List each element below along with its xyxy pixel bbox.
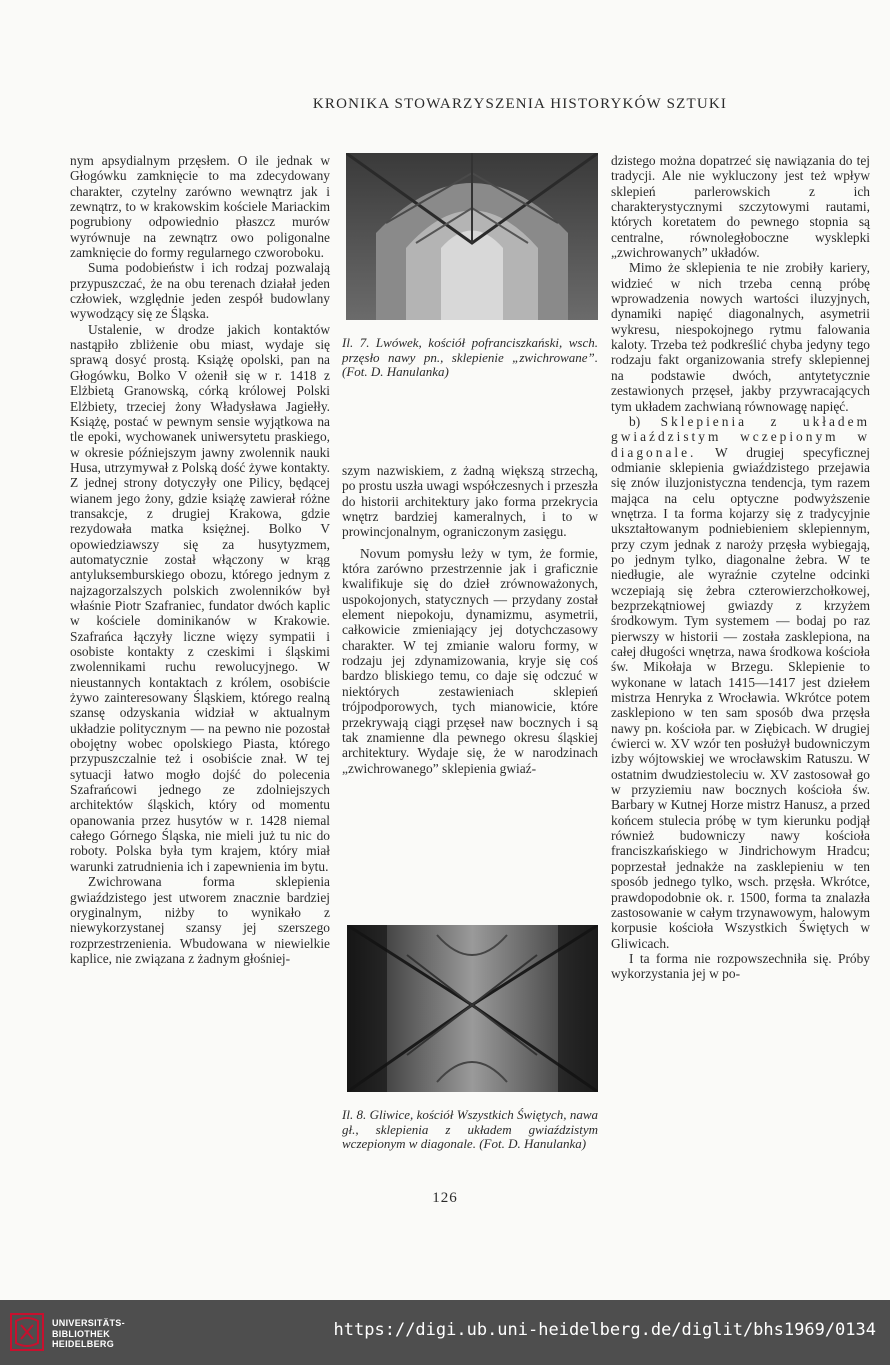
library-name: UNIVERSITÄTS- BIBLIOTHEK HEIDELBERG [52,1318,125,1349]
figure-7-caption: Il. 7. Lwówek, kościół pofranciszkański, wsch. przęsło nawy pn., sklepienie „zwichrowane”. (Fot. D. Hanulanka) [342,335,598,379]
paragraph: Zwichrowana forma sklepienia gwiaździstego jest utworem znacznie bardziej oryginalnym, niżby to wynikało z niewykorzystanej szansy jej szerszego rozprzestrzenienia. Wbudowana w niewielkie kaplice, nie związana z żadnym głośniej- [70,874,330,966]
figure-8-caption: Il. 8. Gliwice, kościół Wszystkich Świętych, nawa gł., sklepienia z układem gwiaździstym wczepionym w diagonale. (Fot. D. Hanulanka) [342,1107,598,1151]
footer-bar [0,1300,890,1365]
paragraph: Mimo że sklepienia te nie zrobiły kariery, widzieć w nich trzeba cenną próbę wprowadzenia nowych wartości iluzyjnych, dynamiki napięć diagonalnych, asymetrii wykresu, niespokojnego rytmu falowania kaloty. Trzeba też podkreślić chyba jedyny tego rodzaju fakt organizowania strefy sklepiennej na podstawie dwóch, antytetycznie zestawionych przęseł, jakby przywracających tym układem zachwianą równowagę napięć. [611,260,870,414]
section-heading-spaced: Sklepienia z układem gwiaździstym wczepionym w diagonale. [611,413,870,460]
text-column-middle [342,463,598,776]
page-number: 126 [432,1190,458,1206]
running-header: KRONIKA STOWARZYSZENIA HISTORYKÓW SZTUKI [312,96,728,112]
paragraph: I ta forma nie rozpowszechniła się. Próby wykorzystania jej w po- [611,950,870,982]
figure-8-photo [347,925,598,1092]
paragraph-text: W drugiej specyficznej odmianie sklepienia gwiaździstego przejawia się znów iluzjonistyczna tendencja, tym razem mająca na celu optyczne podwyższenie wnętrza. I ta forma kojarzy się z tradycyjnie ukształtowanym podniebieniem sklepiennym, przy czym jednak z naroży przęsła wybiegają, po jednym tylko, diagonalne żebra. W te niedługie, ale wyraźnie czytelne odcinki wczepiają się żebra czterowierzchołkowej, bezprzekątniowej gwiazdy z krzyżem środkowym. Tym systemem — bodaj po raz pierwszy w historii — została zasklepiona, na całej długości wnętrza, nawa środkowa kościoła św. Mikołaja w Brzegu. Sklepienie to wykonane w latach 1415—1417 jest dziełem mistrza Henryka z Wrocławia. Wkrótce potem zasklepiono w ten sam sposób dwa przęsła nawy pn. kościoła par. w Ziębicach. W drugiej ćwierci w. XV wzór ten posłużył budowniczym izby wójtowskiej we wrocławskim Ratuszu. W ostatnim dwudziestoleciu w. XV zastosował go w przyziemiu naw bocznych kościoła św. Barbary w Kutnej Horze mistrz Hanusz, a przed końcem stulecia próbę w tym kierunku podjął również budowniczy nawy kościoła franciszkańskiego w Jindrichowym Hradcu; poprzestał jednakże na zasklepieniu w ten sposób jednego tylko, wsch. przęsła. Wkrótce, prawdopodobnie ok. r. 1500, forma ta znalazła zastosowanie w całym trzynawowym, halowym korpusie kościoła Wszystkich Świętych w Gliwicach. [611,444,870,951]
text-column-left [70,153,330,966]
list-label: b) [629,413,641,429]
paragraph: nym apsydialnym przęsłem. O ile jednak w Głogówku zamknięcie to ma zdecydowany charakter, czytelny zarówno wewnątrz jak i zewnątrz, to w krakowskim kościele Mariackim pogrubiony odpowiednio płaszcz murów wyrównuje na zewnątrz owo poligonalne zamknięcie do formy regularnego czworoboku. [70,153,330,261]
paragraph: szym nazwiskiem, z żadną większą strzechą, po prostu uszła uwagi współczesnych i przeszła do historii architektury jako forma przekrycia wnętrz bardziej kameralnych, i to w prowincjonalnym, ograniczonym zasięgu. [342,463,598,540]
paragraph: Suma podobieństw i ich rodzaj pozwalają przypuszczać, że na obu terenach działał jeden człowiek, względnie jeden zespół budowlany wywodzący się ze Śląska. [70,260,330,322]
paragraph: Novum pomysłu leży w tym, że formie, która zarówno przestrzennie jak i graficznie kwalifikuje się do dzieł zrównoważonych, uspokojonych, statycznych — przydany został element niepokoju, dynamizmu, asymetrii, całkowicie zmieniający jej dotychczasowy charakter. W tej zmianie waloru formy, w rodzaju jej zdynamizowania, kryje się coś bardzo bliskiego temu, co daje się odczuć w niektórych zestawieniach sklepień trójpodporowych, tych mianowicie, które przekrywają ciągi przęseł naw bocznych i są tak znamienne dla pewnego okresu śląskiej architektury. Wydaje się, że w narodzinach „zwichrowanego” sklepienia gwiaź- [342,545,598,776]
university-library-logo-icon [10,1313,44,1351]
figure-7-photo [346,153,598,320]
source-url-link[interactable]: https://digi.ub.uni-heidelberg.de/diglit/bhs1969/0134 [333,1320,876,1340]
paragraph: Ustalenie, w drodze jakich kontaktów nastąpiło zbliżenie obu miast, wydaje się sprawą dosyć prostą. Książę opolski, pan na Głogówku, Bolko V ożenił się w r. 1418 z Elżbietą Granowską, córką królowej Polski Elżbiety, trzeciej żony Władysława Jagiełły. Książę, postać w pewnym sensie wyjątkowa na tle epoki, wychowanek uniwersytetu praskiego, w okresie późniejszym jawny zwolennik nauki Husa, utrzymywał z Polską dość żywe kontakty. Z jednej strony dotyczyły one Pilicy, będącej wianem jego żony, gdzie książę zawierał różne transakcje, z drugiej Krakowa, gdzie rezydowała matka księżnej. Bolko V opowiedziawszy się za husytyzmem, automatycznie został włączony w krąg antyluksemburskiego obozu, którego jednym z najzagorzalszych polskich zwolenników był właśnie Piotr Szafraniec, fundator dwóch kaplic w kościele dominikanów w Krakowie. Szafrańca łączyły liczne więzy sympatii i osobiste kontakty z czeskimi i śląskimi zwolennikami ruchu rewolucyjnego. W nieustannych kontaktach z królem, osobiście żywo zainteresowany Śląskiem, którego realną szansę odzyskania widział w aktualnym układzie politycznym — na pewno nie pozostał obojętny wobec opolskiego Piasta, którego przypuszczalnie też i osobiście znał. W tej sytuacji łatwo mogło dojść do polecenia Szafrańcowi jednego ze zdolniejszych architektów śląskich, który od momentu opanowania przez husytów w r. 1428 niemal całego Górnego Śląska, nie mieli już tu nic do roboty. Polska była tym krajem, który miał warunki zatrudnienia ich i zapewnienia im bytu. [70,321,330,874]
paragraph [611,414,870,951]
paragraph: dzistego można dopatrzeć się nawiązania do tej tradycji. Ale nie wykluczony jest też wpływ sklepień parlerowskich z ich charakterystycznymi szczytowymi rautami, których koretatem do pewnego stopnia są centralne, równoległoboczne wysklepki „zwichrowanych” układów. [611,153,870,261]
text-column-right [611,153,870,982]
